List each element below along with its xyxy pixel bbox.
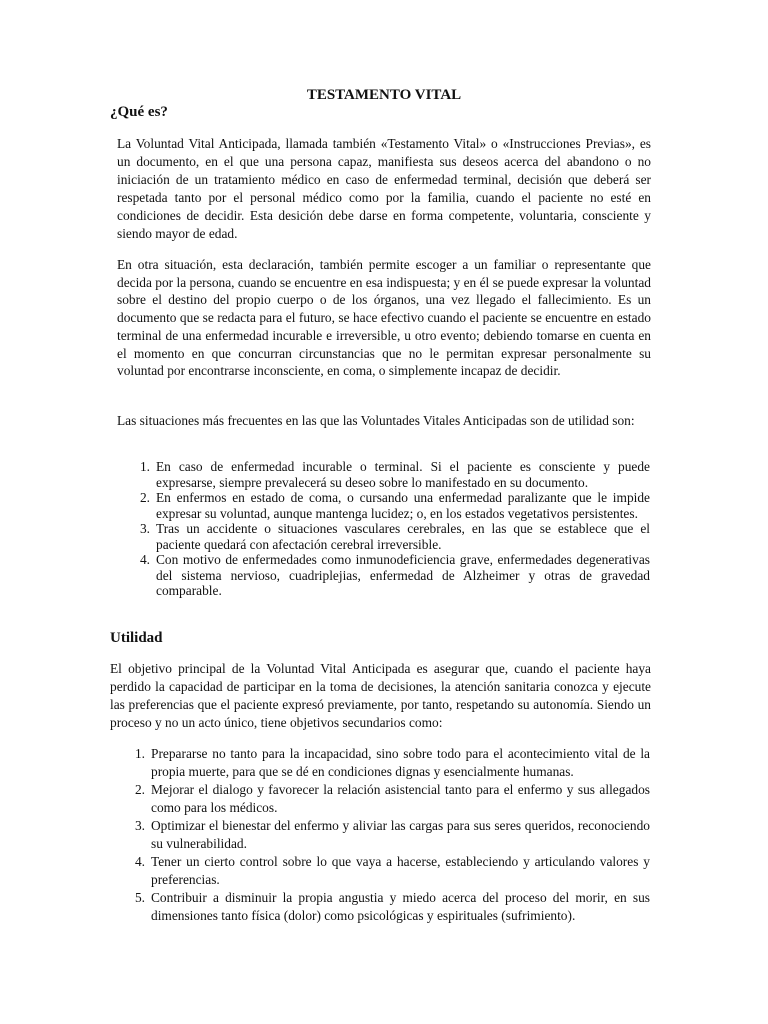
list-item bbox=[134, 889, 650, 925]
situations-list bbox=[139, 459, 650, 599]
objectives-list bbox=[134, 745, 650, 925]
list-item-text: Con motivo de enfermedades como inmunodeficiencia grave, enfermedades degenerativas del sistema nervioso, cuadriplejias, enfermedad de Alzheimer y otras de gravedad comparable. bbox=[156, 552, 650, 598]
paragraph-definition: La Voluntad Vital Anticipada, llamada también «Testamento Vital» o «Instrucciones Previas», es un documento, en el que una persona capaz, manifiesta sus deseos acerca del abandono o no iniciación de un tratamiento médico en caso de enfermedad terminal, decisión que deberá ser respetada tanto por el personal médico como por la familia, cuando el paciente no esté en condiciones de decidir. Esta desición debe darse en forma competente, voluntaria, consciente y siendo mayor de edad. bbox=[117, 136, 651, 241]
list-item bbox=[134, 781, 650, 817]
list-item-number: 4. bbox=[139, 552, 150, 567]
list-item-text: En enfermos en estado de coma, o cursando una enfermedad paralizante que le impide expresar su voluntad, aunque mantenga lucidez; o, en los estados vegetativos persistentes. bbox=[156, 490, 650, 521]
list-item-number: 1. bbox=[134, 746, 145, 761]
list-item-text: En caso de enfermedad incurable o terminal. Si el paciente es consciente y puede expresarse, siempre prevalecerá su deseo sobre lo manifestado en su documento. bbox=[156, 459, 650, 490]
list-item bbox=[139, 521, 650, 552]
document-title: TESTAMENTO VITAL bbox=[306, 87, 462, 103]
list-item-text: Mejorar el dialogo y favorecer la relación asistencial tanto para el enfermo y sus allegados como para los médicos. bbox=[151, 782, 650, 815]
list-item-text: Tras un accidente o situaciones vasculares cerebrales, en las que se establece que el paciente quedará con afectación cerebral irreversible. bbox=[156, 521, 650, 552]
list-item-number: 2. bbox=[139, 490, 150, 505]
list-item bbox=[139, 459, 650, 490]
paragraph-other-situation: En otra situación, esta declaración, también permite escoger a un familiar o representante que decida por la persona, cuando se encuentre en esa indispuesta; y en él se puede expresar la voluntad sobre el destino del propio cuerpo o de los órganos, una vez llegado el fallecimiento. Es un documento que se redacta para el futuro, se hace efectivo cuando el paciente se encuentre en estado terminal de una enfermedad incurable e irreversible, u otro evento; debiendo tomarse en cuenta en el momento en que concurran circunstancias que no le permitan expresar personalmente su voluntad por encontrarse inconsciente, en coma, o simplemente incapaz de decidir. bbox=[117, 257, 651, 379]
list-item-number: 3. bbox=[139, 521, 150, 536]
list-item bbox=[134, 817, 650, 853]
list-item-text: Optimizar el bienestar del enfermo y aliviar las cargas para sus seres queridos, reconociendo su vulnerabilidad. bbox=[151, 818, 650, 851]
list-item bbox=[134, 745, 650, 781]
paragraph-objective: El objetivo principal de la Voluntad Vital Anticipada es asegurar que, cuando el paciente haya perdido la capacidad de participar en la toma de decisiones, la atención sanitaria conozca y ejecute las preferencias que el paciente expresó previamente, por tanto, respetando su autonomía. Siendo un proceso y no un acto único, tiene objetivos secundarios como: bbox=[110, 661, 651, 730]
list-item-text: Tener un cierto control sobre lo que vaya a hacerse, estableciendo y articulando valores y preferencias. bbox=[151, 854, 650, 887]
list-item-number: 3. bbox=[134, 818, 145, 833]
list-item-text: Prepararse no tanto para la incapacidad, sino sobre todo para el acontecimiento vital de la propia muerte, para que se dé en condiciones dignas y esencialmente humanas. bbox=[151, 746, 650, 779]
section-heading-utilidad: Utilidad bbox=[110, 630, 163, 646]
list-item-number: 2. bbox=[134, 782, 145, 797]
list-item bbox=[139, 552, 650, 599]
list-item-number: 4. bbox=[134, 854, 145, 869]
list-item-number: 1. bbox=[139, 459, 150, 474]
list-item bbox=[139, 490, 650, 521]
list-item-number: 5. bbox=[134, 890, 145, 905]
paragraph-situations-intro: Las situaciones más frecuentes en las que las Voluntades Vitales Anticipadas son de utilidad son: bbox=[117, 413, 635, 428]
list-item-text: Contribuir a disminuir la propia angustia y miedo acerca del proceso del morir, en sus dimensiones tanto física (dolor) como psicológicas y espirituales (sufrimiento). bbox=[151, 890, 650, 923]
list-item bbox=[134, 853, 650, 889]
section-heading-que-es: ¿Qué es? bbox=[110, 104, 168, 120]
